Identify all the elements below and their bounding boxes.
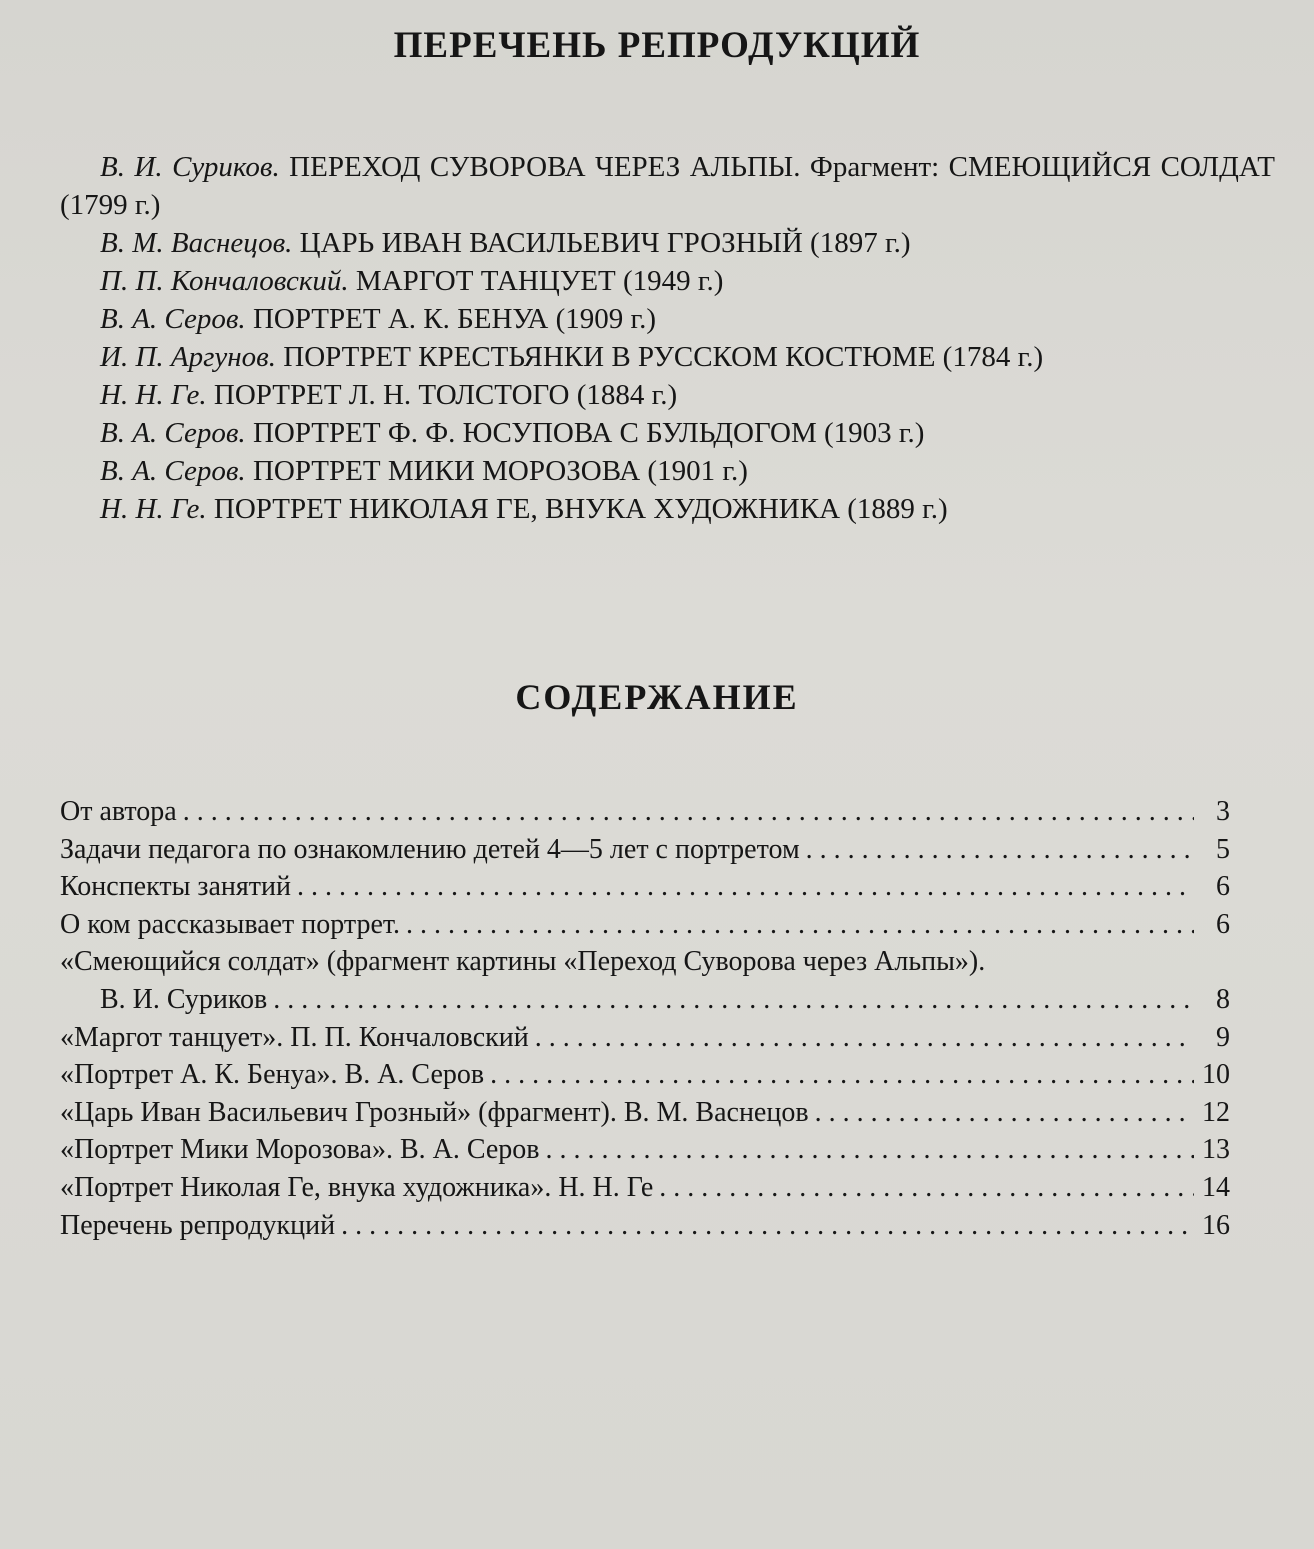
reproduction-title: ПОРТРЕТ МИКИ МОРОЗОВА (1901 г.) xyxy=(245,455,748,487)
reproduction-title: ПОРТРЕТ Ф. Ф. ЮСУПОВА С БУЛЬДОГОМ (1903 г.) xyxy=(245,417,925,449)
reproduction-author: В. А. Серов. xyxy=(100,417,246,449)
toc-page-number: 16 xyxy=(1202,1209,1230,1241)
reproduction-author: Н. Н. Ге. xyxy=(100,493,207,525)
toc-page-number: 14 xyxy=(1202,1171,1230,1203)
reproductions-title: ПЕРЕЧЕНЬ РЕПРОДУКЦИЙ xyxy=(393,25,921,66)
toc-entry xyxy=(60,1134,1230,1172)
reproduction-item xyxy=(60,262,1275,300)
toc-entry xyxy=(60,1022,1230,1060)
reproduction-title: ЦАРЬ ИВАН ВАСИЛЬЕВИЧ ГРОЗНЫЙ (1897 г.) xyxy=(292,227,911,259)
reproduction-item xyxy=(60,376,1275,414)
toc-page-number: 12 xyxy=(1202,1096,1230,1128)
toc-leader-dots xyxy=(806,834,1194,866)
reproduction-item xyxy=(60,300,1275,338)
reproduction-title: ПОРТРЕТ А. К. БЕНУА (1909 г.) xyxy=(245,303,657,335)
reproduction-item xyxy=(60,224,1275,262)
toc-page-number: 10 xyxy=(1202,1059,1230,1091)
reproductions-list xyxy=(60,148,1275,528)
toc-page-number: 6 xyxy=(1216,871,1230,903)
toc-entry-title: Перечень репродукций xyxy=(60,1209,336,1241)
toc-entry-title: Задачи педагога по ознакомлению детей 4—5 лет с портретом xyxy=(60,833,800,865)
toc-leader-dots xyxy=(659,1172,1194,1204)
toc-page-number: 13 xyxy=(1202,1134,1230,1166)
toc-leader-dots xyxy=(406,909,1194,941)
toc-entry-title: «Смеющийся солдат» (фрагмент картины «Переход Суворова через Альпы»). xyxy=(60,946,986,978)
toc-page-number: 6 xyxy=(1216,908,1230,940)
toc-entry-title: Конспекты занятий xyxy=(60,871,291,903)
toc-leader-dots xyxy=(273,984,1194,1016)
reproduction-author: В. А. Серов. xyxy=(100,455,246,487)
reproduction-author: П. П. Кончаловский. xyxy=(100,265,349,297)
reproduction-title: ПОРТРЕТ Л. Н. ТОЛСТОГО (1884 г.) xyxy=(206,379,678,411)
reproduction-author: Н. Н. Ге. xyxy=(100,379,207,411)
toc-entry-title: В. И. Суриков xyxy=(100,983,268,1015)
reproduction-item xyxy=(60,452,1275,490)
reproduction-title: МАРГОТ ТАНЦУЕТ (1949 г.) xyxy=(348,265,724,297)
toc-entry-title: О ком рассказывает портрет. xyxy=(60,908,401,940)
table-of-contents xyxy=(60,796,1230,1247)
reproduction-item xyxy=(60,490,1275,528)
toc-page-number: 3 xyxy=(1216,796,1230,827)
toc-leader-dots xyxy=(341,1210,1194,1242)
toc-entry-title: «Маргот танцует». П. П. Кончаловский xyxy=(60,1021,529,1053)
reproduction-author: В. А. Серов. xyxy=(100,303,246,335)
reproduction-item xyxy=(60,414,1275,452)
toc-entry xyxy=(60,946,1230,984)
toc-entry-title: «Портрет Николая Ге, внука художника». Н. Н. Ге xyxy=(60,1171,654,1203)
toc-leader-dots xyxy=(183,796,1194,828)
toc-leader-dots xyxy=(490,1059,1194,1091)
toc-leader-dots xyxy=(815,1097,1194,1129)
toc-entry-title: «Портрет А. К. Бенуа». В. А. Серов xyxy=(60,1059,485,1091)
reproduction-title: ПОРТРЕТ НИКОЛАЯ ГЕ, ВНУКА ХУДОЖНИКА (1889 г.) xyxy=(206,493,948,525)
reproduction-author: И. П. Аргунов. xyxy=(100,341,277,373)
toc-entry xyxy=(60,871,1230,909)
toc-entry-title: От автора xyxy=(60,796,177,827)
contents-title: СОДЕРЖАНИЕ xyxy=(515,677,799,717)
reproduction-author: В. И. Суриков. xyxy=(100,151,280,183)
reproduction-item xyxy=(60,338,1275,376)
toc-page-number: 9 xyxy=(1216,1021,1230,1053)
toc-entry xyxy=(60,984,1230,1022)
toc-entry-title: «Царь Иван Васильевич Грозный» (фрагмент). В. М. Васнецов xyxy=(60,1096,809,1128)
toc-page-number: 8 xyxy=(1216,983,1230,1015)
toc-entry xyxy=(60,1172,1230,1210)
toc-entry xyxy=(60,796,1230,834)
reproduction-item xyxy=(60,148,1275,224)
toc-page-number: 5 xyxy=(1216,833,1230,865)
toc-entry xyxy=(60,1059,1230,1097)
reproduction-title: ПОРТРЕТ КРЕСТЬЯНКИ В РУССКОМ КОСТЮМЕ (1784 г.) xyxy=(276,341,1044,373)
toc-entry xyxy=(60,834,1230,872)
toc-leader-dots xyxy=(535,1022,1194,1054)
toc-entry xyxy=(60,909,1230,947)
toc-entry-title: «Портрет Мики Морозова». В. А. Серов xyxy=(60,1134,540,1166)
toc-leader-dots xyxy=(546,1134,1195,1166)
reproduction-author: В. М. Васнецов. xyxy=(100,227,293,259)
toc-entry xyxy=(60,1210,1230,1248)
toc-entry xyxy=(60,1097,1230,1135)
reproduction-title: ПЕРЕХОД СУВОРОВА ЧЕРЕЗ АЛЬПЫ. Фрагмент: СМЕЮЩИЙСЯ СОЛДАТ (1799 г.) xyxy=(60,151,1275,221)
toc-leader-dots xyxy=(297,871,1194,903)
